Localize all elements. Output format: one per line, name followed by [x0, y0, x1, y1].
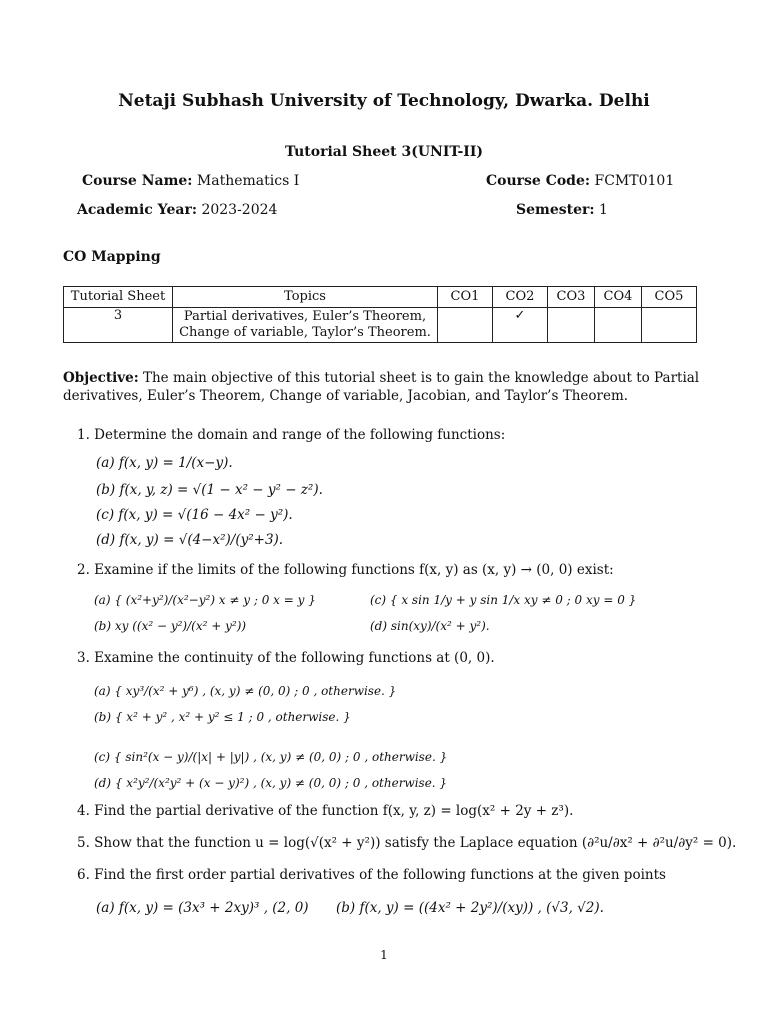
course-name	[82, 173, 299, 189]
q3-part-c: (c) { sin²(x − y)/(|x| + |y|) , (x, y) ≠ (0, 0) ; 0 , otherwise. }	[94, 750, 448, 764]
academic-year-value: 2023-2024	[201, 202, 278, 218]
q6-part-b: (b) f(x, y) = ((4x² + 2y²)/(xy)) , (√3, √2).	[336, 900, 604, 916]
academic-year	[77, 202, 277, 218]
q2-part-b: (b) xy ((x² − y²)/(x² + y²))	[94, 619, 247, 633]
table-header: CO4	[595, 287, 642, 308]
co-mapping-table	[63, 286, 697, 343]
semester	[516, 202, 608, 218]
question-4: 4. Find the partial derivative of the function f(x, y, z) = log(x² + 2y + z³).	[77, 803, 574, 819]
table-header: CO1	[438, 287, 493, 308]
question-1: 1. Determine the domain and range of the following functions:	[77, 427, 506, 443]
q1-part-c: (c) f(x, y) = √(16 − 4x² − y²).	[96, 507, 293, 523]
table-cell	[438, 308, 493, 343]
sheet-title: Tutorial Sheet 3(UNIT-II)	[284, 144, 484, 160]
table-header: CO5	[642, 287, 697, 308]
question-2: 2. Examine if the limits of the following functions f(x, y) as (x, y) → (0, 0) exist:	[77, 562, 614, 578]
table-header: Tutorial Sheet	[64, 287, 173, 308]
objective-text: The main objective of this tutorial sheet is to gain the knowledge about to Partial derivatives, Euler’s Theorem, Change of variable, Jacobian, and Taylor’s Theorem.	[63, 370, 700, 404]
q2-part-a: (a) { (x²+y²)/(x²−y²) x ≠ y ; 0 x = y }	[94, 593, 316, 607]
table-cell	[642, 308, 697, 343]
table-header: CO3	[548, 287, 595, 308]
university-title: Netaji Subhash University of Technology, Dwarka. Delhi	[118, 91, 650, 111]
course-code	[486, 173, 674, 189]
question-6: 6. Find the first order partial derivatives of the following functions at the given points	[77, 867, 666, 883]
topics-line: Partial derivatives, Euler’s Theorem,	[183, 309, 427, 324]
table-cell	[595, 308, 642, 343]
q1-part-a: (a) f(x, y) = 1/(x−y).	[96, 455, 233, 471]
q2-part-d: (d) sin(xy)/(x² + y²).	[370, 619, 490, 633]
table-cell: 3	[64, 308, 173, 343]
q2-part-c: (c) { x sin 1/y + y sin 1/x xy ≠ 0 ; 0 xy = 0 }	[370, 593, 637, 607]
q3-part-d: (d) { x²y²/(x²y² + (x − y)²) , (x, y) ≠ (0, 0) ; 0 , otherwise. }	[94, 776, 448, 790]
q1-part-b: (b) f(x, y, z) = √(1 − x² − y² − z²).	[96, 482, 323, 498]
question-5: 5. Show that the function u = log(√(x² + y²)) satisfy the Laplace equation (∂²u/∂x² + ∂²u/∂y² = 0).	[77, 835, 737, 851]
table-row	[64, 308, 697, 343]
topics-line: Change of variable, Taylor’s Theorem.	[179, 325, 431, 340]
academic-year-label: Academic Year:	[77, 202, 197, 218]
table-cell-topics	[173, 308, 438, 343]
course-code-value: FCMT0101	[594, 173, 675, 189]
objective-label: Objective:	[63, 370, 139, 386]
question-3: 3. Examine the continuity of the following functions at (0, 0).	[77, 650, 495, 666]
co-mapping-heading: CO Mapping	[63, 249, 161, 265]
semester-label: Semester:	[516, 202, 595, 218]
q6-part-a: (a) f(x, y) = (3x³ + 2xy)³ , (2, 0)	[96, 900, 309, 916]
page-number: 1	[380, 948, 388, 962]
table-cell	[548, 308, 595, 343]
course-name-value: Mathematics I	[196, 173, 300, 189]
course-name-label: Course Name:	[82, 173, 193, 189]
table-header-row	[64, 287, 697, 308]
q1-part-d: (d) f(x, y) = √(4−x²)/(y²+3).	[96, 532, 284, 548]
course-code-label: Course Code:	[486, 173, 591, 189]
semester-value: 1	[599, 202, 608, 218]
q3-part-b: (b) { x² + y² , x² + y² ≤ 1 ; 0 , otherwise. }	[94, 710, 351, 724]
q3-part-a: (a) { xy³/(x² + y⁶) , (x, y) ≠ (0, 0) ; 0 , otherwise. }	[94, 684, 397, 698]
objective	[63, 369, 723, 405]
table-header: Topics	[173, 287, 438, 308]
table-header: CO2	[493, 287, 548, 308]
checkmark-icon: ✓	[493, 308, 548, 343]
